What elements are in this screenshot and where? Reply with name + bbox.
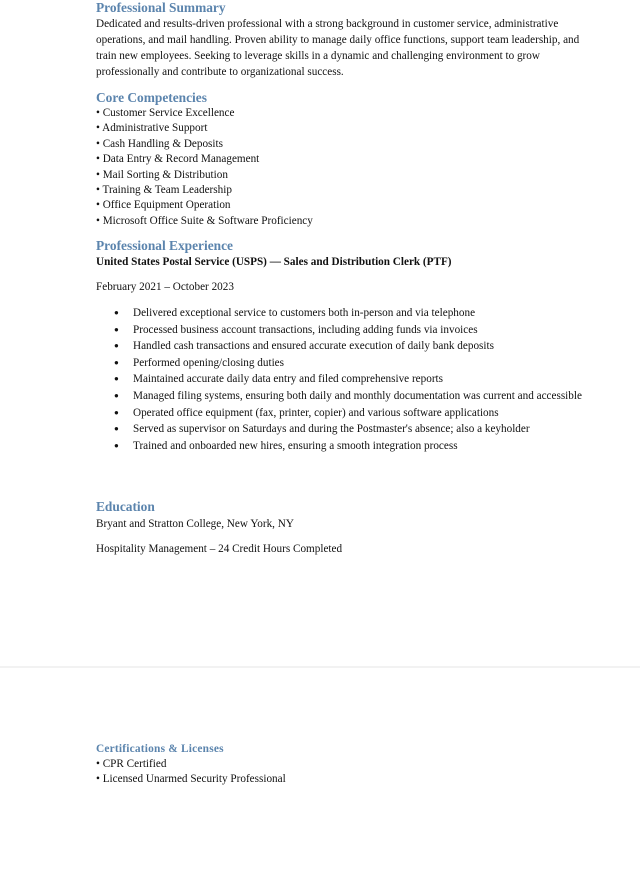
- list-item: ● Processed business account transactions, including adding funds via invoices: [133, 322, 600, 339]
- education-section: [96, 499, 600, 557]
- list-item: • Licensed Unarmed Security Professional: [96, 772, 600, 787]
- list-item: • Data Entry & Record Management: [96, 152, 600, 167]
- experience-heading: Professional Experience: [96, 238, 233, 253]
- competencies-heading: Core Competencies: [96, 90, 207, 105]
- list-item: ● Maintained accurate daily data entry and filed comprehensive reports: [133, 371, 600, 388]
- competencies-list: [96, 106, 600, 229]
- resume-page-2: [0, 668, 640, 873]
- list-item: ● Handled cash transactions and ensured accurate execution of daily bank deposits: [133, 338, 600, 355]
- summary-section: [96, 0, 600, 80]
- list-item: ● Managed filing systems, ensuring both daily and monthly documentation was current and accessible: [133, 388, 600, 405]
- list-item: ● Operated office equipment (fax, printer, copier) and various software applications: [133, 405, 600, 422]
- job-dates: February 2021 – October 2023: [96, 281, 234, 293]
- summary-text: Dedicated and results-driven professional with a strong background in customer service, administrative operations, and mail handling. Proven ability to manage daily office functions, support team leadership, and train new employees. Seeking to leverage skills in a dynamic and challenging environment to grow professionally and contribute to organizational success.: [96, 18, 580, 78]
- certifications-list: [96, 757, 600, 788]
- summary-heading: Professional Summary: [96, 0, 226, 15]
- education-school: Bryant and Stratton College, New York, NY: [96, 518, 294, 530]
- competencies-section: [96, 90, 600, 229]
- list-item: • CPR Certified: [96, 757, 600, 772]
- list-item: ● Delivered exceptional service to customers both in-person and via telephone: [133, 305, 600, 322]
- certifications-section: [96, 741, 600, 788]
- list-item: • Customer Service Excellence: [96, 106, 600, 121]
- list-item: • Cash Handling & Deposits: [96, 137, 600, 152]
- list-item: • Training & Team Leadership: [96, 183, 600, 198]
- list-item: • Administrative Support: [96, 121, 600, 136]
- education-heading: Education: [96, 499, 155, 514]
- experience-section: [96, 238, 600, 454]
- duties-list: [96, 305, 600, 454]
- job-title: United States Postal Service (USPS) — Sales and Distribution Clerk (PTF): [96, 256, 452, 268]
- list-item: ● Performed opening/closing duties: [133, 355, 600, 372]
- education-program: Hospitality Management – 24 Credit Hours Completed: [96, 543, 343, 555]
- list-item: • Mail Sorting & Distribution: [96, 168, 600, 183]
- list-item: • Microsoft Office Suite & Software Proficiency: [96, 214, 600, 229]
- list-item: • Office Equipment Operation: [96, 198, 600, 213]
- list-item: ● Served as supervisor on Saturdays and during the Postmaster's absence; also a keyholder: [133, 421, 600, 438]
- certifications-heading: Certifications & Licenses: [96, 743, 224, 755]
- list-item: ● Trained and onboarded new hires, ensuring a smooth integration process: [133, 438, 600, 455]
